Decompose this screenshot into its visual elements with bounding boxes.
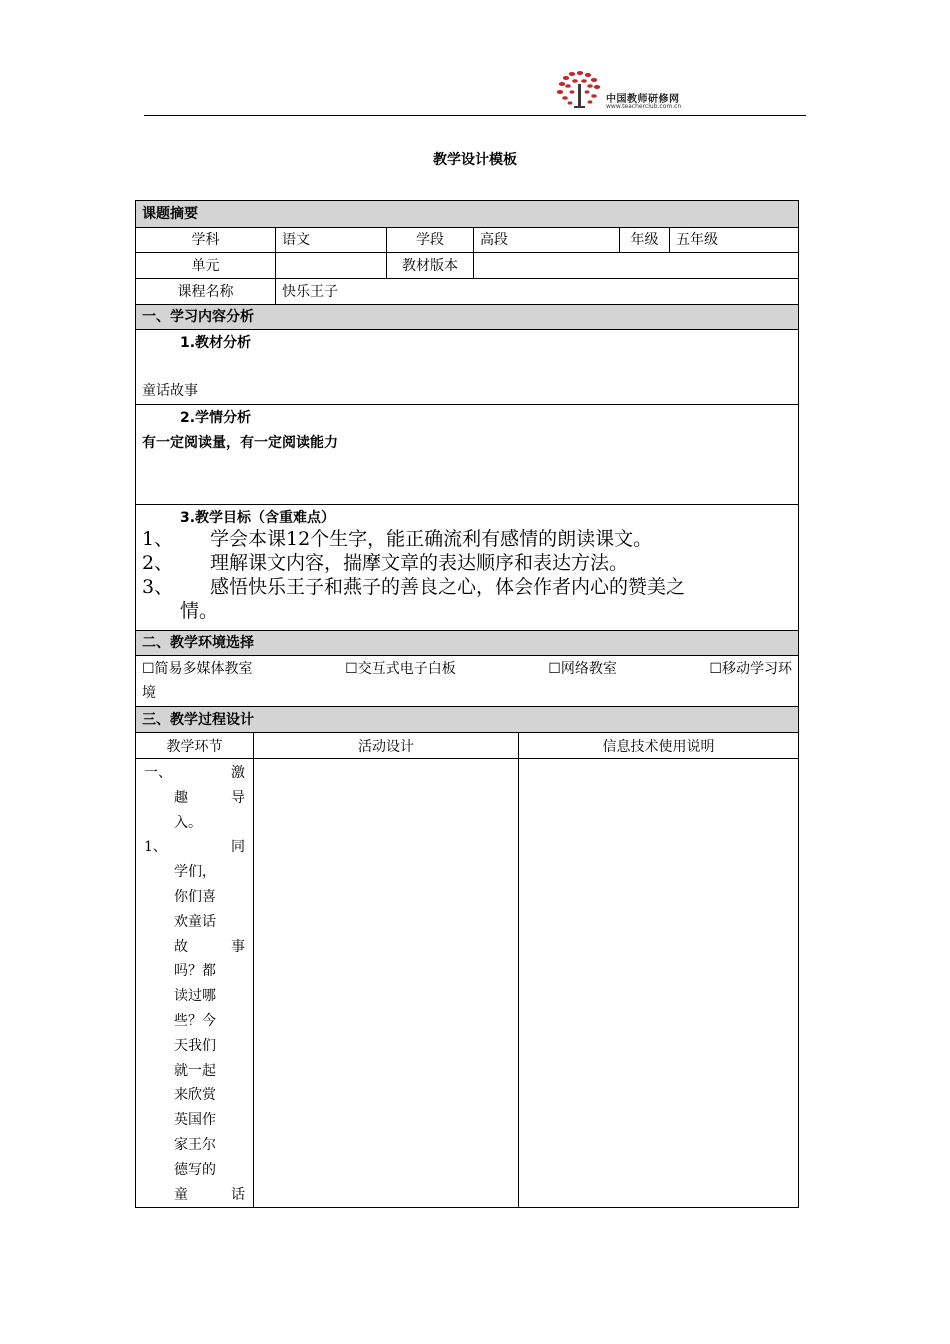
- teaching-stage-cell: [136, 759, 254, 1208]
- unit-value: [276, 253, 387, 279]
- stage-line: 童 话: [174, 1186, 245, 1203]
- teaching-goals-cell: [136, 505, 799, 631]
- stage-line: 德写的: [174, 1161, 216, 1178]
- edition-value: [474, 253, 799, 279]
- stage-line: 读过哪: [174, 988, 216, 1005]
- stage-line: 学们，: [174, 864, 216, 881]
- stage-line: 天我们: [174, 1037, 216, 1054]
- course-label: 课程名称: [136, 279, 276, 305]
- option-mobile-learning-continuation: 境: [142, 685, 156, 701]
- stage-line: 吗？都: [174, 963, 216, 980]
- process-table: [135, 732, 799, 1208]
- learner-analysis-content: 有一定阅读量，有一定阅读能力: [142, 435, 338, 451]
- option-interactive-whiteboard[interactable]: ☐交互式电子白板: [345, 661, 456, 677]
- textbook-analysis-heading: 1.教材分析: [180, 335, 252, 351]
- learner-analysis-cell: [136, 405, 799, 505]
- goal-item-continuation: 情。: [180, 600, 219, 622]
- stage-line: 你们喜: [174, 888, 216, 905]
- learner-analysis-heading: 2.学情分析: [180, 410, 252, 426]
- stage-line: 就一起: [174, 1062, 216, 1079]
- stage-line: 故 事: [174, 938, 245, 955]
- grade-value: 五年级: [670, 228, 799, 253]
- environment-heading: 二、教学环境选择: [136, 631, 799, 656]
- teaching-goals-heading: 3.教学目标（含重难点）: [180, 510, 336, 526]
- goal-item: 1、 学会本课12个生字，能正确流利有感情的朗读课文。: [142, 528, 653, 550]
- stage-line: 入。: [174, 814, 202, 831]
- header-divider: [144, 115, 806, 116]
- activity-design-cell: [254, 759, 519, 1208]
- course-value: 快乐王子: [276, 279, 799, 305]
- logo-url: www.teacherclub.com.cn: [606, 103, 682, 110]
- column-header-stage: 教学环节: [136, 733, 254, 759]
- environment-options-cell: [136, 656, 799, 707]
- it-usage-cell: [519, 759, 799, 1208]
- column-header-activity: 活动设计: [254, 733, 519, 759]
- stage-value: 高段: [474, 228, 620, 253]
- tree-dots-logo-icon: [556, 70, 602, 110]
- column-header-it-usage: 信息技术使用说明: [519, 733, 799, 759]
- document-title: 教学设计模板: [433, 152, 517, 168]
- goal-item: 3、 感悟快乐王子和燕子的善良之心，体会作者内心的赞美之: [142, 576, 686, 598]
- logo-name: 中国教师研修网: [606, 94, 680, 105]
- option-simple-multimedia-classroom[interactable]: ☐简易多媒体教室: [142, 661, 253, 677]
- stage-line: 1、 同: [144, 839, 245, 856]
- subject-label: 学科: [136, 228, 276, 253]
- stage-line: 欢童话: [174, 913, 216, 930]
- teaching-goals-list: [142, 527, 792, 623]
- textbook-analysis-cell: [136, 330, 799, 405]
- option-network-classroom[interactable]: ☐网络教室: [548, 661, 617, 677]
- lesson-plan-table: [135, 200, 799, 733]
- stage-line: 家王尔: [174, 1136, 216, 1153]
- stage-line: 来欣赏: [174, 1087, 216, 1104]
- stage-line: 些？今: [174, 1012, 216, 1029]
- option-mobile-learning[interactable]: ☐移动学习环: [709, 661, 792, 677]
- stage-line: 英国作: [174, 1112, 216, 1129]
- stage-line: 一、 激: [144, 765, 245, 781]
- summary-heading: 课题摘要: [136, 201, 799, 228]
- stage-label: 学段: [387, 228, 474, 253]
- textbook-analysis-content: 童话故事: [142, 383, 198, 399]
- subject-value: 语文: [276, 228, 387, 253]
- analysis-heading: 一、学习内容分析: [136, 305, 799, 330]
- unit-label: 单元: [136, 253, 276, 279]
- goal-item: 2、 理解课文内容，揣摩文章的表达顺序和表达方法。: [142, 552, 629, 574]
- grade-label: 年级: [620, 228, 670, 253]
- process-table-wrap: [135, 732, 798, 1208]
- edition-label: 教材版本: [387, 253, 474, 279]
- environment-options: [142, 660, 792, 678]
- stage-line: 趣 导: [174, 789, 245, 806]
- site-logo: [556, 70, 716, 112]
- process-heading: 三、教学过程设计: [136, 707, 799, 733]
